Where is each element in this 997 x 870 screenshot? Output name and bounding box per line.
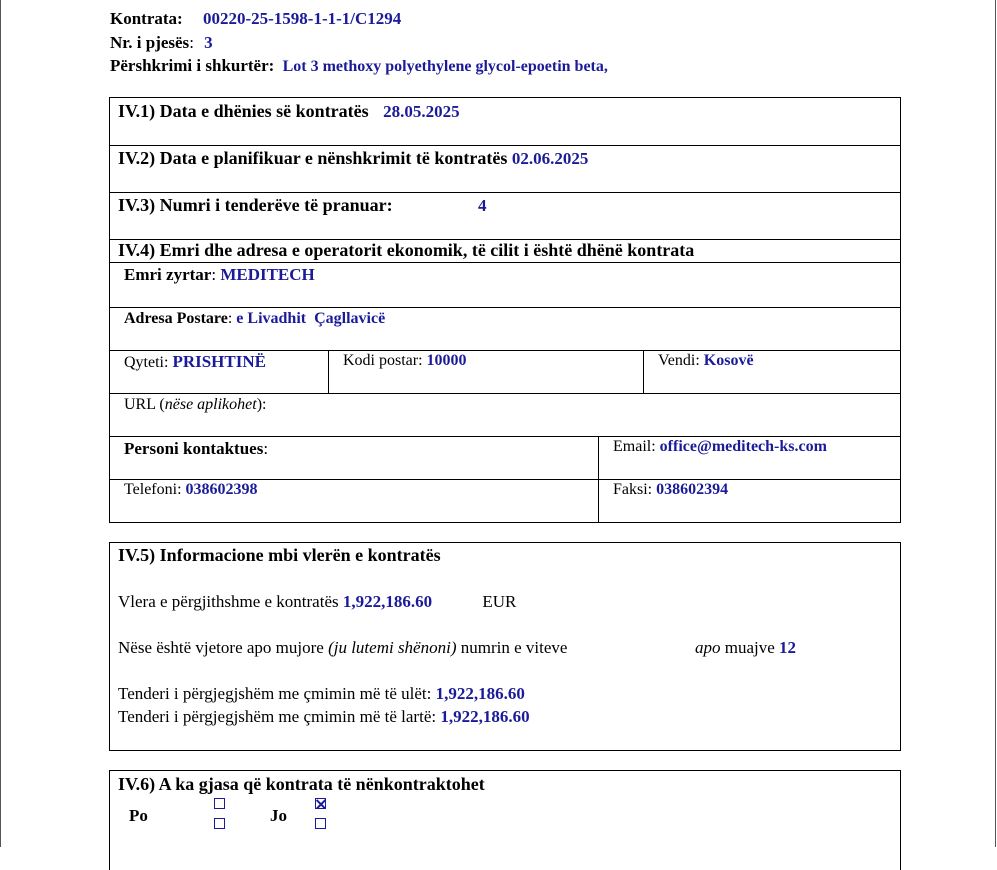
country-label: Vendi:: [658, 352, 700, 369]
or-word: apo: [695, 638, 721, 657]
yes-label: Po: [129, 806, 148, 825]
signing-date-row: [118, 148, 588, 169]
postcode-cell: [343, 352, 467, 370]
no-checkbox-checked[interactable]: [315, 798, 326, 809]
highest-price-value: 1,922,186.60: [440, 707, 530, 726]
fax-label: Faksi:: [613, 481, 653, 498]
divider: [643, 350, 644, 393]
subcontract-section-title: IV.6) A ka gjasa që kontrata të nënkontraktohet: [118, 774, 485, 794]
url-note: nëse aplikohet: [164, 396, 257, 413]
currency: EUR: [482, 592, 517, 611]
phone-value: 038602398: [185, 481, 258, 498]
part-line: [110, 33, 213, 53]
signing-date-label: IV.2) Data e planifikuar e nënshkrimit të kontratës: [118, 148, 508, 168]
highest-price-label: Tenderi i përgjegjshëm me çmimin më të lartë:: [118, 707, 437, 726]
postcode-value: 10000: [426, 352, 467, 369]
award-date-label: IV.1) Data e dhënies së kontratës: [118, 101, 369, 121]
postal-address-value: e Livadhit Çagllavicë: [236, 310, 386, 327]
email-value: office@meditech-ks.com: [659, 438, 827, 455]
fax-value: 038602394: [656, 481, 729, 498]
highest-price-row: [118, 707, 530, 727]
divider: [110, 479, 900, 480]
duration-note: (ju lutemi shënoni): [328, 638, 457, 657]
divider: [110, 350, 900, 351]
lowest-price-label: Tenderi i përgjegjshëm me çmimin më të ulët:: [118, 684, 432, 703]
official-name-label: Emri zyrtar: [124, 265, 212, 284]
contract-line: [110, 9, 401, 29]
divider: [110, 192, 900, 193]
divider: [110, 145, 900, 146]
total-value-label: Vlera e përgjithshme e kontratës: [118, 592, 339, 611]
official-name-value: MEDITECH: [220, 265, 315, 284]
divider: [110, 262, 900, 263]
divider: [110, 393, 900, 394]
email-cell: [613, 438, 827, 456]
fax-cell: [613, 481, 728, 499]
no-checkbox-alt[interactable]: [315, 818, 326, 829]
url-label: URL (: [124, 396, 165, 413]
official-name-row: Emri zyrtar: MEDITECH: [124, 265, 315, 284]
no-label: Jo: [270, 806, 287, 825]
phone-cell: [124, 481, 258, 499]
tenders-count-label: IV.3) Numri i tenderëve të pranuar:: [118, 195, 393, 215]
email-label: Email:: [613, 438, 656, 455]
signing-date-value: 02.06.2025: [511, 149, 589, 168]
postal-address-row: Adresa Postare: e Livadhit Çagllavicë: [124, 310, 386, 327]
award-date-row: [118, 101, 460, 122]
total-value: 1,922,186.60: [342, 592, 433, 611]
description-value: Lot 3 methoxy polyethylene glycol-epoetin beta,: [282, 58, 608, 75]
city-cell: [124, 352, 266, 372]
award-date-value: 28.05.2025: [383, 102, 460, 121]
part-label: Nr. i pjesës: [110, 33, 190, 52]
months-value: 12: [779, 638, 797, 657]
part-number: 3: [204, 33, 213, 52]
postcode-label: Kodi postar:: [343, 352, 423, 369]
section-iv5-box: [109, 542, 901, 751]
contact-person-label: Personi kontaktues: [124, 439, 264, 458]
lowest-price-row: [118, 684, 525, 704]
country-value: Kosovë: [703, 352, 754, 369]
yes-checkbox-alt[interactable]: [214, 818, 225, 829]
city-value: PRISHTINË: [172, 352, 266, 371]
contact-person-row: Personi kontaktues:: [124, 439, 269, 458]
lowest-price-value: 1,922,186.60: [435, 684, 525, 703]
city-label: Qyteti:: [124, 354, 169, 371]
part-colon: :: [189, 33, 194, 52]
duration-label: Nëse është vjetore apo mujore: [118, 638, 324, 657]
divider: [110, 436, 900, 437]
section-iv1-iv4-box: [109, 97, 901, 523]
section-iv6-box: [109, 770, 901, 870]
url-row: [124, 396, 266, 414]
divider: [110, 307, 900, 308]
postal-address-label: Adresa Postare: [124, 310, 228, 327]
duration-row: [118, 638, 567, 658]
description-label: Përshkrimi i shkurtër:: [110, 56, 275, 75]
contract-label: Kontrata:: [110, 9, 183, 28]
tenders-count-row: [118, 195, 393, 216]
tenders-count-value: 4: [478, 196, 487, 215]
total-value-row: [118, 592, 516, 612]
yes-checkbox[interactable]: [214, 798, 225, 809]
contract-number: 00220-25-1598-1-1-1/C1294: [202, 9, 402, 28]
url-label-end: ):: [256, 396, 267, 413]
operator-section-title: IV.4) Emri dhe adresa e operatorit ekonomik, të cilit i është dhënë kontrata: [118, 240, 695, 260]
divider: [328, 350, 329, 393]
description-line: [110, 56, 608, 76]
months-label: muajve: [724, 638, 775, 657]
country-cell: [658, 352, 754, 370]
months-row: [695, 638, 796, 658]
years-label: numrin e viteve: [460, 638, 568, 657]
phone-label: Telefoni:: [124, 481, 182, 498]
contract-value-section-title: IV.5) Informacione mbi vlerën e kontratës: [118, 545, 441, 565]
page-left-edge: [0, 0, 1, 847]
page-right-edge: [995, 0, 996, 847]
